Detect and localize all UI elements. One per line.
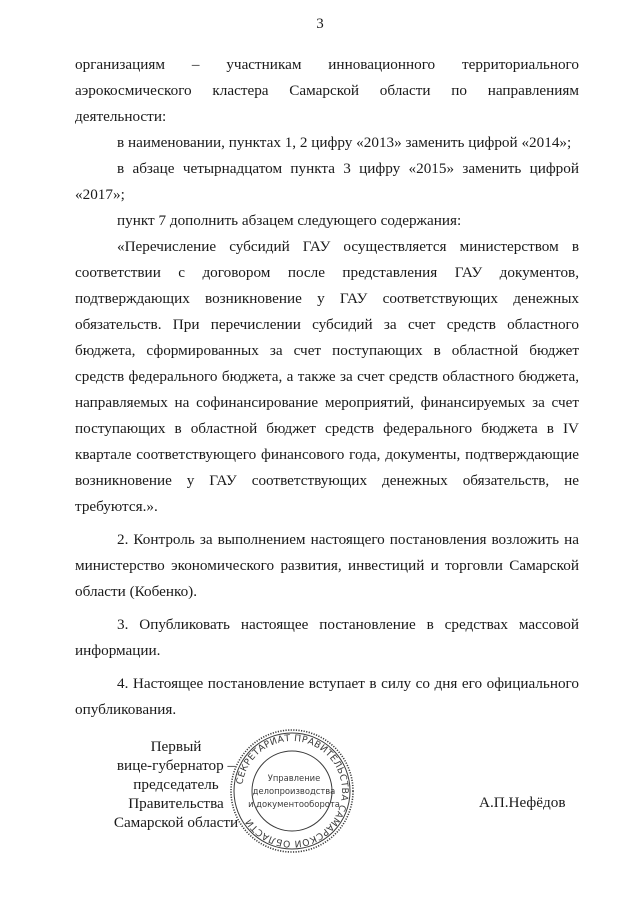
paragraph-item-4: 4. Настоящее постановление вступает в силу со дня его официального опубликования. <box>75 675 579 718</box>
seal-icon <box>228 727 356 855</box>
paragraph-amendment-2: в абзаце четырнадцатом пункта 3 цифру «2015» заменить цифрой «2017»; <box>75 160 579 203</box>
signatory-line-4: Самарской области <box>113 814 239 831</box>
signatory-name: А.П.Нефёдов <box>479 794 566 811</box>
paragraph-quoted-text: «Перечисление субсидий ГАУ осуществляется министерством в соответствии с договором после представления ГАУ документов, подтверждающих возникновение у ГАУ соответствующих денежных обязательств. При перечислении субсидий за счет средств областного бюджета, сформированных за счет поступающих в областной бюджет средств федерального бюджета, а также за счет средств областного бюджета, направляемых на софинансирование мероприятий, финансируемых за счет поступающих в областной бюджет средств федерального бюджета в IV квартале соответствующего финансового года, документы, подтверждающие возникновение у ГАУ соответствующих денежных обязательств, не требуются.». <box>75 238 579 515</box>
paragraph-item-2: 2. Контроль за выполнением настоящего постановления возложить на министерство экономического развития, инвестиций и торговли Самарской области (Кобенко). <box>75 531 579 600</box>
seal-center-line-3: и документооборота <box>248 799 340 809</box>
seal-center-line-1: Управление <box>267 773 321 783</box>
seal-ring-text: СЕКРЕТАРИАТ ПРАВИТЕЛЬСТВА САМАРСКОЙ ОБЛАСТИ <box>234 732 351 850</box>
signatory-line-1: Первый <box>150 738 202 755</box>
signatory-line-2: вице-губернатор – <box>116 757 236 774</box>
document-body <box>75 52 579 723</box>
signatory-line-3: председатель Правительства <box>128 776 224 812</box>
seal-center-line-2: делопроизводства <box>252 786 336 796</box>
official-seal-stamp <box>228 727 356 855</box>
paragraph-amendment-3: пункт 7 дополнить абзацем следующего содержания: <box>117 212 462 229</box>
paragraph-item-3: 3. Опубликовать настоящее постановление в средствах массовой информации. <box>75 616 579 659</box>
page-number: 3 <box>316 16 324 32</box>
paragraph-intro: организациям – участникам инновационного территориального аэрокосмического кластера Самарской области по направлениям деятельности: <box>75 56 579 125</box>
paragraph-amendment-1: в наименовании, пунктах 1, 2 цифру «2013» заменить цифрой «2014»; <box>117 134 572 151</box>
